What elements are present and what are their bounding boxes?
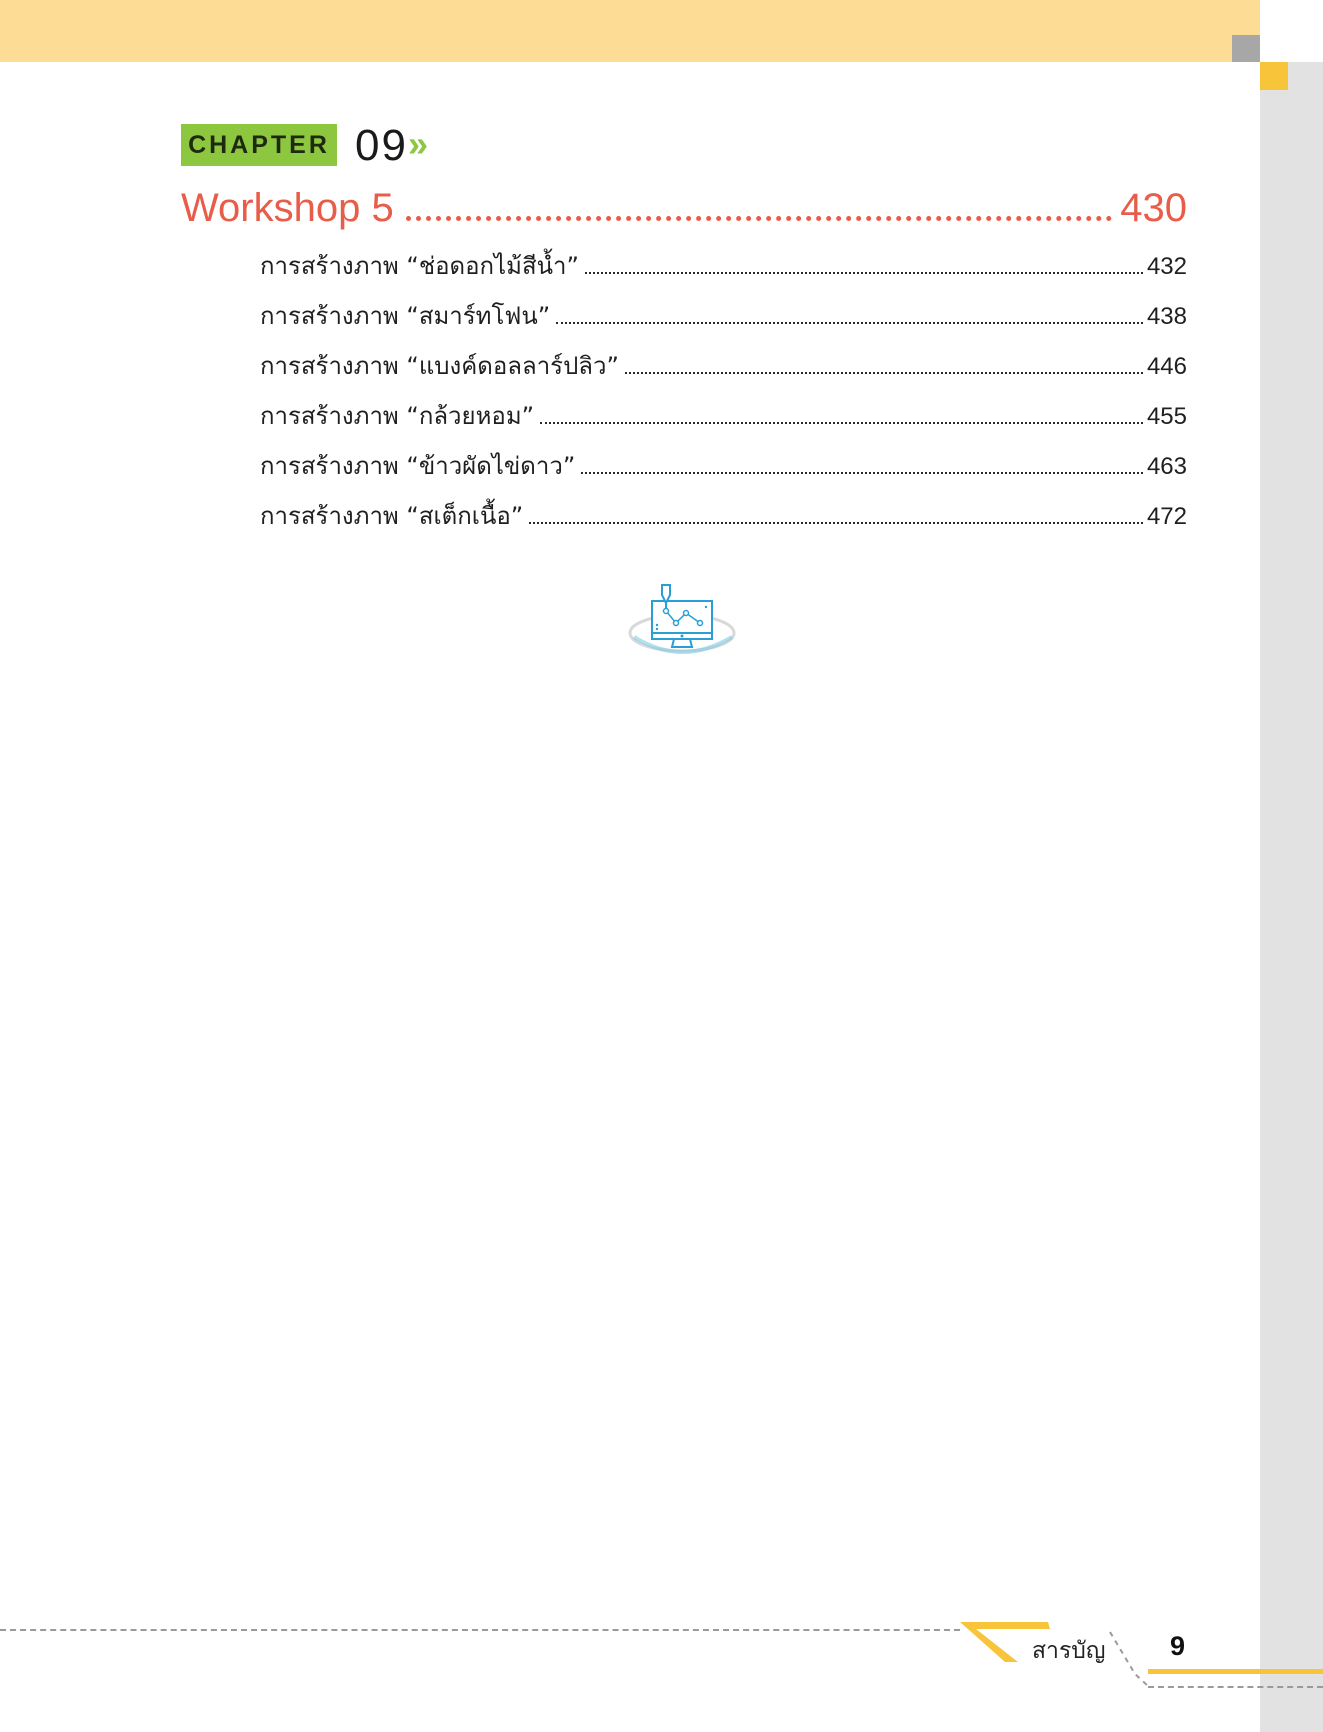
dot-leader [581, 472, 1143, 474]
toc-entry-page: 446 [1146, 353, 1187, 380]
toc-entry-page: 455 [1146, 403, 1187, 430]
footer-dashed-line-right [1148, 1686, 1323, 1688]
footer-dashed-line [0, 1629, 960, 1631]
toc-entry-title: การสร้างภาพ “ข้าวผัดไข่ดาว” [260, 452, 576, 480]
chapter-number [355, 118, 424, 172]
toc-entry-title: การสร้างภาพ “สมาร์ทโฟน” [260, 302, 551, 330]
toc-entry[interactable] [260, 396, 1187, 446]
workshop-heading-row[interactable] [181, 186, 1187, 236]
corner-yellow-tab [1260, 62, 1288, 90]
dot-leader [556, 322, 1143, 324]
right-side-strip [1260, 62, 1323, 1732]
toc-entry[interactable] [260, 446, 1187, 496]
toc-list [260, 246, 1187, 546]
dot-leader [529, 522, 1143, 524]
corner-grey-tab [1232, 35, 1260, 62]
design-monitor-icon [628, 583, 736, 665]
toc-entry[interactable] [260, 246, 1187, 296]
workshop-title: Workshop 5 [181, 186, 394, 230]
dot-leader [625, 372, 1143, 374]
toc-entry-title: การสร้างภาพ “กล้วยหอม” [260, 402, 535, 430]
toc-entry[interactable] [260, 496, 1187, 546]
workshop-page: 430 [1120, 186, 1187, 230]
chapter-label-badge: CHAPTER [181, 124, 337, 166]
toc-entry[interactable] [260, 346, 1187, 396]
footer-yellow-line [1148, 1669, 1323, 1674]
chapter-number-text: 09 [355, 121, 408, 170]
double-chevron-right-icon: » [407, 123, 424, 164]
toc-entry-title: การสร้างภาพ “ช่อดอกไม้สีน้ำ” [260, 252, 579, 280]
toc-entry-page: 432 [1146, 253, 1187, 280]
toc-entry-page: 472 [1146, 503, 1187, 530]
toc-entry-title: การสร้างภาพ “แบงค์ดอลลาร์ปลิว” [260, 352, 619, 380]
dot-leader [406, 216, 1113, 221]
toc-entry[interactable] [260, 296, 1187, 346]
dot-leader [585, 272, 1143, 274]
toc-entry-page: 463 [1146, 453, 1187, 480]
dot-leader [540, 422, 1143, 424]
top-header-band [0, 0, 1260, 62]
footer-section-label: สารบัญ [1032, 1638, 1106, 1664]
toc-entry-title: การสร้างภาพ “สเต็กเนื้อ” [260, 502, 524, 530]
footer-page-number: 9 [1170, 1631, 1186, 1661]
toc-entry-page: 438 [1146, 303, 1187, 330]
